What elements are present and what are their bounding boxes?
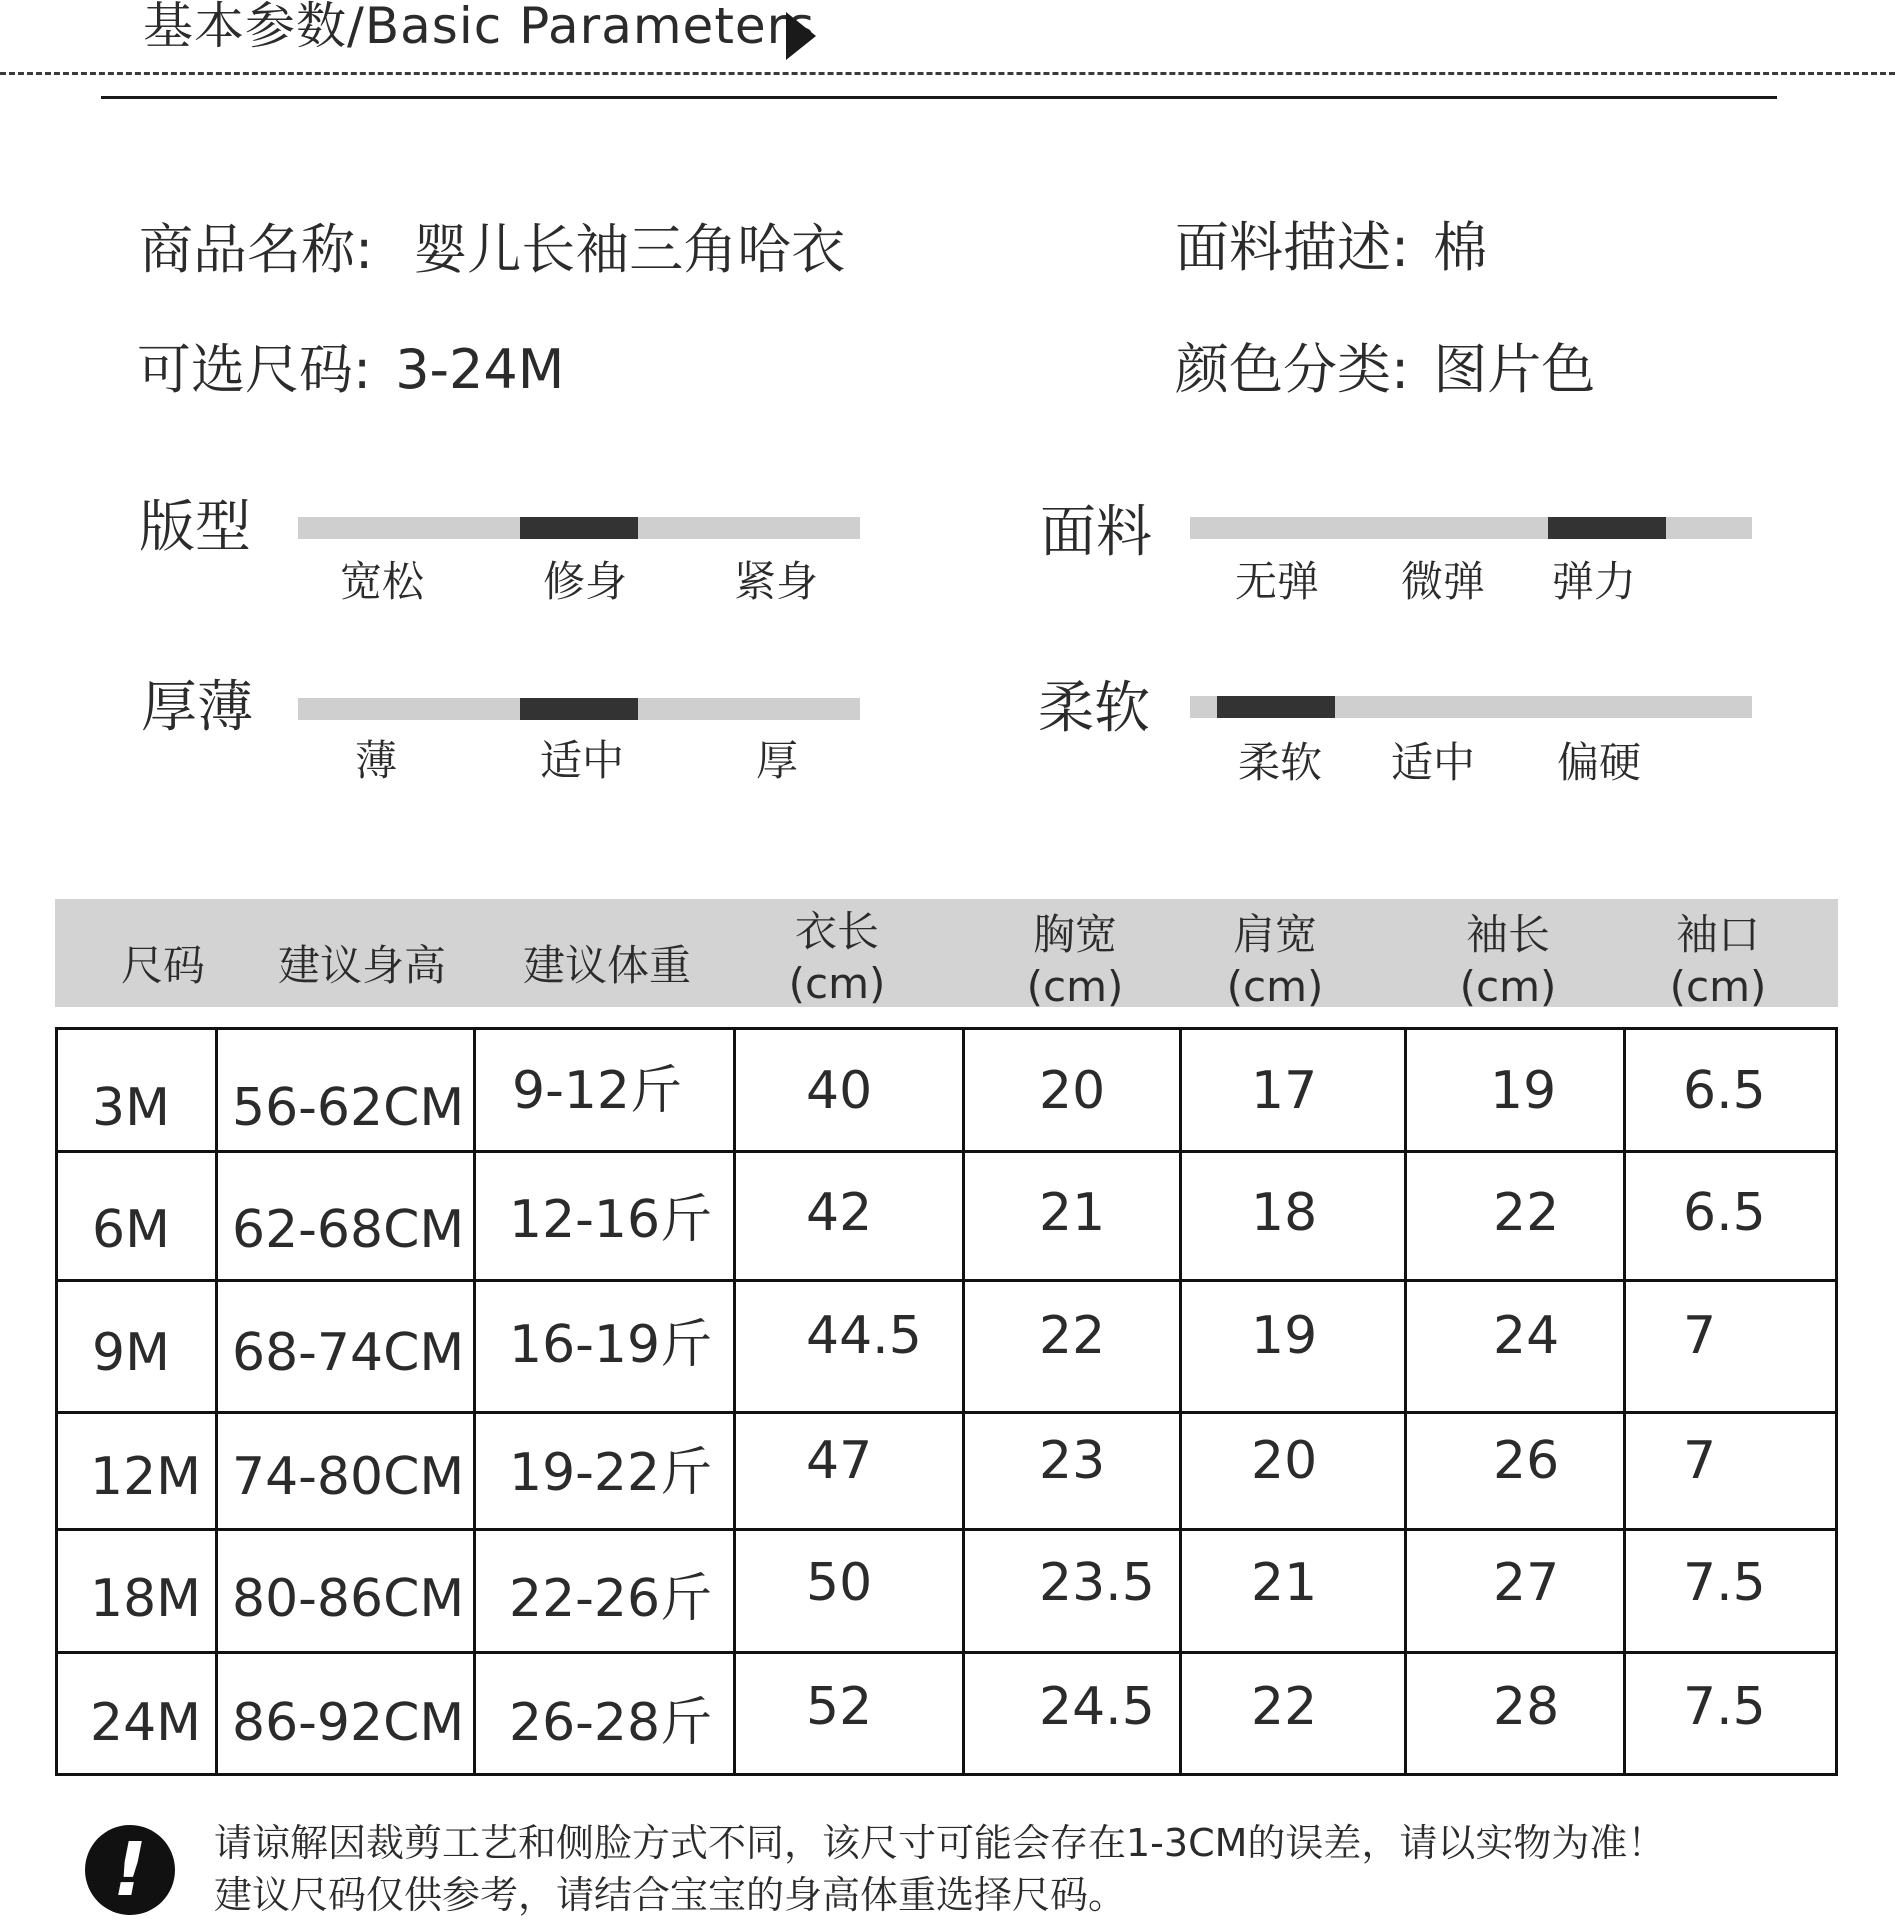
table-cell: 68-74CM xyxy=(232,1323,465,1383)
attr-stretch-option: 弹力 xyxy=(1551,557,1637,606)
table-column-divider xyxy=(1623,1027,1626,1776)
table-cell: 22-26斤 xyxy=(509,1569,713,1629)
table-cell: 7 xyxy=(1683,1431,1717,1491)
section-title: 基本参数/Basic Parameters xyxy=(143,0,816,55)
table-column-divider xyxy=(1179,1027,1182,1776)
attr-stretch-option: 微弹 xyxy=(1400,557,1486,606)
table-cell: 22 xyxy=(1039,1306,1106,1366)
dashed-divider xyxy=(0,72,1895,75)
table-cell: 17 xyxy=(1251,1061,1318,1121)
table-cell: 18M xyxy=(90,1569,202,1629)
table-cell: 21 xyxy=(1251,1553,1318,1613)
table-row-divider xyxy=(55,1150,1838,1153)
table-header-weight: 建议体重 xyxy=(522,941,692,990)
table-cell: 7.5 xyxy=(1683,1677,1766,1737)
attr-fit-bar xyxy=(298,517,860,539)
fabric-value: 棉 xyxy=(1433,216,1488,279)
table-header-sleeve-length: 袖长 (cm) xyxy=(1459,910,1557,1011)
table-header-height: 建议身高 xyxy=(277,941,447,990)
table-cell: 20 xyxy=(1039,1061,1106,1121)
product-name-label: 商品名称: xyxy=(139,218,374,281)
product-name-value: 婴儿长袖三角哈衣 xyxy=(413,218,846,281)
attr-thickness-option: 厚 xyxy=(755,736,799,785)
table-cell: 86-92CM xyxy=(232,1693,465,1753)
table-cell: 3M xyxy=(92,1078,170,1138)
attr-thickness-bar xyxy=(298,698,860,720)
table-border xyxy=(55,1027,58,1776)
fabric-row xyxy=(1175,216,1487,280)
note-line-1: 请谅解因裁剪工艺和侧脸方式不同，该尺寸可能会存在1-3CM的误差，请以实物为准！ xyxy=(214,1821,1666,1865)
table-cell: 28 xyxy=(1493,1677,1560,1737)
attr-softness-name: 柔软 xyxy=(1038,676,1150,741)
table-cell: 26-28斤 xyxy=(509,1693,713,1753)
color-label: 颜色分类: xyxy=(1175,338,1410,401)
table-cell: 9-12斤 xyxy=(512,1061,683,1121)
attr-softness-option: 适中 xyxy=(1390,738,1476,787)
table-cell: 27 xyxy=(1493,1553,1560,1613)
table-cell: 42 xyxy=(806,1183,873,1243)
table-cell: 74-80CM xyxy=(232,1447,465,1507)
table-cell: 47 xyxy=(806,1431,873,1491)
table-row-divider xyxy=(55,1411,1838,1414)
table-header-cuff: 袖口 (cm) xyxy=(1669,910,1767,1011)
table-cell: 80-86CM xyxy=(232,1569,465,1629)
table-header-chest: 胸宽 (cm) xyxy=(1026,910,1124,1011)
table-cell: 12-16斤 xyxy=(509,1190,713,1250)
table-cell: 26 xyxy=(1493,1431,1560,1491)
table-cell: 9M xyxy=(92,1323,170,1383)
product-name-row xyxy=(139,218,845,282)
attr-fit-indicator xyxy=(520,517,638,539)
table-row-divider xyxy=(55,1651,1838,1654)
attr-fit-name: 版型 xyxy=(139,495,251,560)
table-cell: 24.5 xyxy=(1039,1677,1155,1737)
table-column-divider xyxy=(215,1027,218,1776)
table-cell: 7 xyxy=(1683,1306,1717,1366)
attr-fit-option: 紧身 xyxy=(733,557,819,606)
color-value: 图片色 xyxy=(1433,338,1596,401)
attr-thickness-option: 适中 xyxy=(539,736,625,785)
table-cell: 23.5 xyxy=(1039,1553,1155,1613)
table-cell: 6.5 xyxy=(1683,1061,1766,1121)
attr-thickness-option: 薄 xyxy=(354,736,398,785)
attr-fit-option: 修身 xyxy=(542,557,628,606)
table-cell: 7.5 xyxy=(1683,1553,1766,1613)
size-label: 可选尺码: xyxy=(137,338,372,401)
table-border xyxy=(55,1773,1838,1776)
table-cell: 23 xyxy=(1039,1431,1106,1491)
size-value: 3-24M xyxy=(395,338,565,401)
table-column-divider xyxy=(962,1027,965,1776)
table-cell: 40 xyxy=(806,1061,873,1121)
table-row-divider xyxy=(55,1279,1838,1282)
table-cell: 20 xyxy=(1251,1431,1318,1491)
table-cell: 22 xyxy=(1251,1677,1318,1737)
color-row xyxy=(1175,338,1595,402)
table-cell: 19 xyxy=(1490,1061,1557,1121)
table-border xyxy=(55,1027,1838,1030)
table-cell: 50 xyxy=(806,1553,873,1613)
note-line-2: 建议尺码仅供参考，请结合宝宝的身高体重选择尺码。 xyxy=(214,1873,1127,1917)
table-cell: 62-68CM xyxy=(232,1200,465,1260)
header-underline xyxy=(101,96,1777,99)
table-cell: 6M xyxy=(92,1200,170,1260)
table-column-divider xyxy=(473,1027,476,1776)
attr-softness-indicator xyxy=(1217,696,1335,718)
attr-thickness-indicator xyxy=(520,698,638,720)
table-cell: 56-62CM xyxy=(232,1078,465,1138)
fabric-label: 面料描述: xyxy=(1175,216,1410,279)
table-cell: 12M xyxy=(90,1447,202,1507)
attr-softness-option: 柔软 xyxy=(1237,738,1323,787)
table-border xyxy=(1835,1027,1838,1776)
attr-thickness-name: 厚薄 xyxy=(141,675,253,740)
table-cell: 18 xyxy=(1251,1183,1318,1243)
attr-fit-option: 宽松 xyxy=(339,557,425,606)
table-row-divider xyxy=(55,1528,1838,1531)
attr-softness-bar xyxy=(1190,696,1752,718)
table-cell: 21 xyxy=(1039,1183,1106,1243)
table-header-length: 衣长 (cm) xyxy=(788,907,886,1008)
table-cell: 22 xyxy=(1493,1183,1560,1243)
table-column-divider xyxy=(733,1027,736,1776)
table-cell: 24M xyxy=(90,1693,202,1753)
table-header-size: 尺码 xyxy=(120,941,206,990)
table-cell: 19 xyxy=(1251,1306,1318,1366)
attr-stretch-bar xyxy=(1190,517,1752,539)
table-header-shoulder: 肩宽 (cm) xyxy=(1226,910,1324,1011)
table-cell: 24 xyxy=(1493,1306,1560,1366)
table-column-divider xyxy=(1404,1027,1407,1776)
attr-stretch-option: 无弹 xyxy=(1234,557,1320,606)
attr-stretch-indicator xyxy=(1548,517,1666,539)
attr-stretch-name: 面料 xyxy=(1040,500,1152,565)
attr-softness-option: 偏硬 xyxy=(1556,738,1642,787)
table-cell: 52 xyxy=(806,1677,873,1737)
size-row xyxy=(137,338,564,402)
exclamation-icon: ! xyxy=(85,1825,175,1915)
table-cell: 19-22斤 xyxy=(509,1443,713,1503)
table-cell: 44.5 xyxy=(806,1306,922,1366)
table-cell: 16-19斤 xyxy=(509,1315,713,1375)
triangle-arrow-icon xyxy=(786,12,816,60)
table-cell: 6.5 xyxy=(1683,1183,1766,1243)
